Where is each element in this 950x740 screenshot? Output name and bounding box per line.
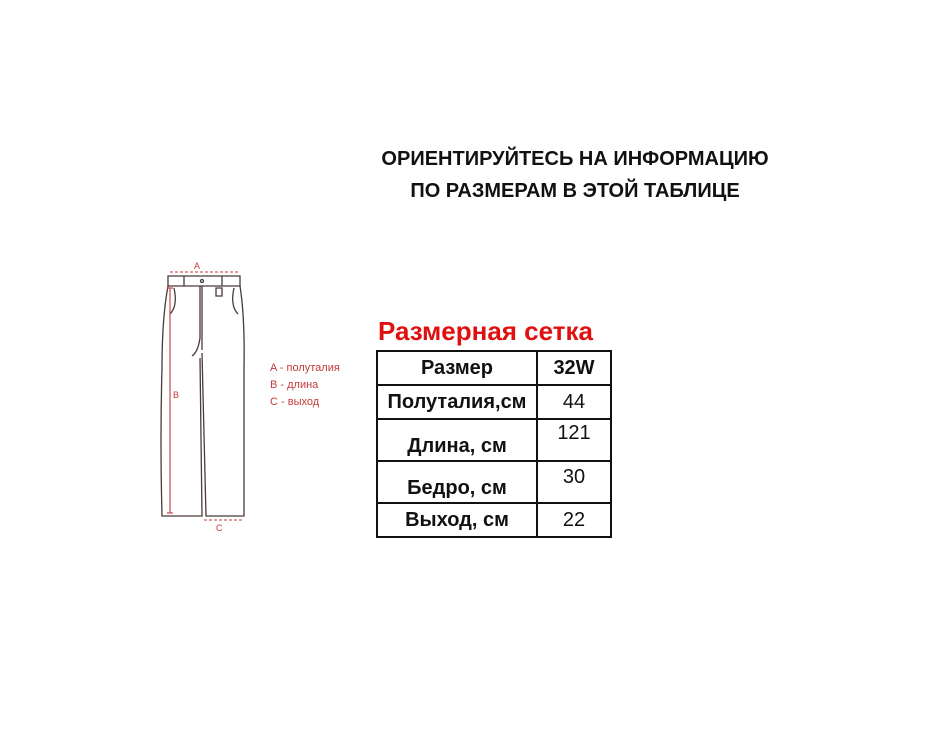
row-label-cell: Полуталия,см: [377, 385, 537, 419]
legend-item-b: B - длина: [270, 379, 319, 391]
label-b: B: [173, 390, 180, 400]
heading-line-1: ОРИЕНТИРУЙТЕСЬ НА ИНФОРМАЦИЮ: [381, 148, 769, 170]
legend-item-a: A - полуталия: [270, 362, 340, 374]
size-table-title: Размерная сетка: [378, 316, 593, 346]
label-a: A: [194, 261, 201, 271]
row-value-cell: 121: [537, 419, 611, 461]
row-label-cell: Бедро, см: [377, 461, 537, 503]
table-row: [377, 419, 611, 461]
pants-diagram: [140, 258, 270, 538]
diagram-legend: [270, 360, 340, 411]
legend-item-c: C - выход: [270, 396, 320, 408]
header-label-cell: Размер: [377, 351, 537, 385]
size-table: [376, 350, 612, 538]
header-value-cell: 32W: [537, 351, 611, 385]
row-label-cell: Выход, см: [377, 503, 537, 537]
row-label-cell: Длина, см: [377, 419, 537, 461]
table-header-row: [377, 351, 611, 385]
row-value-cell: 44: [537, 385, 611, 419]
heading-line-2: ПО РАЗМЕРАМ В ЭТОЙ ТАБЛИЦЕ: [410, 180, 740, 202]
page-heading: [330, 143, 820, 207]
table-row: [377, 503, 611, 537]
row-value-cell: 30: [537, 461, 611, 503]
row-value-cell: 22: [537, 503, 611, 537]
label-c: C: [216, 523, 223, 533]
table-row: [377, 385, 611, 419]
table-row: [377, 461, 611, 503]
